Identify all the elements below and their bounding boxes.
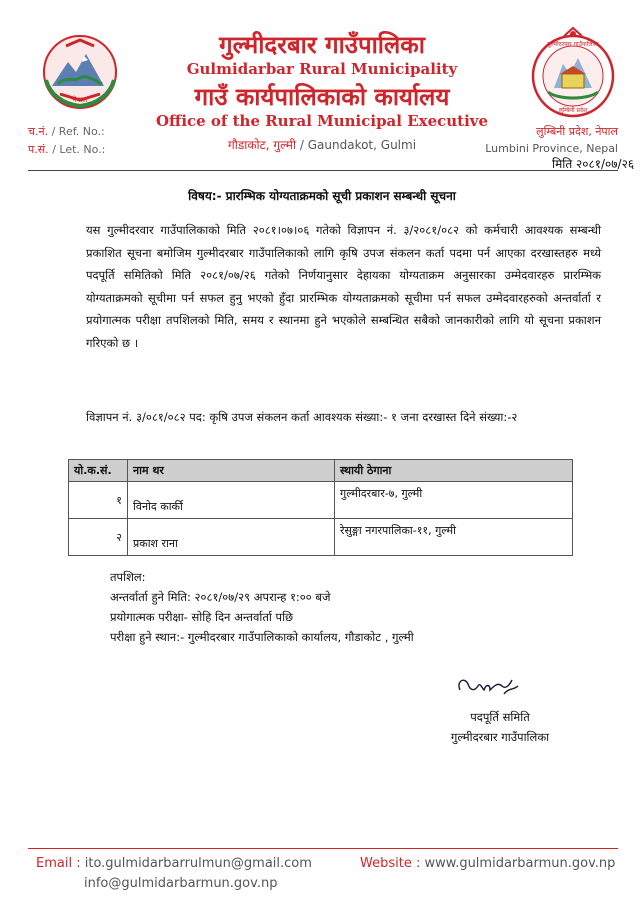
footer-website [360, 856, 615, 871]
cell-address: गुल्मीदरबार-७, गुल्मी [335, 482, 573, 519]
col-header-name: नाम थर [128, 460, 335, 482]
address-separator: / [299, 138, 304, 152]
cell-rank: १ [69, 482, 128, 519]
letter-label-en: / Let. No.: [52, 143, 106, 156]
practical-exam: प्रयोगात्मक परीक्षा- सोहि दिन अन्तर्वार्ता पछि [110, 610, 294, 624]
email-label: Email : [36, 856, 81, 871]
ref-label-en: / Ref. No.: [51, 125, 105, 138]
cell-name: प्रकाश राना [128, 519, 335, 556]
table-row [69, 482, 573, 519]
signatory-block [410, 707, 590, 747]
candidate-table [68, 459, 573, 556]
vacancy-details: विज्ञापन नं. ३/०८१/०८२ पद: कृषि उपज संकलन कर्ता आवश्यक संख्या:- १ जना दरखास्त दिने संख्या:-२ [86, 410, 518, 424]
cell-name: विनोद कार्की [128, 482, 335, 519]
municipality-title-np: गुल्मीदरबार गाउँपालिका [219, 31, 425, 59]
office-title-np: गाउँ कार्यपालिकाको कार्यालय [194, 83, 450, 111]
header-divider [28, 170, 618, 171]
letter-label-np: प.सं. [28, 143, 49, 156]
ref-label-np: च.नं. [28, 125, 49, 138]
municipality-title-en: Gulmidarbar Rural Municipality [186, 60, 458, 78]
details-heading: तपशिल: [110, 570, 146, 584]
footer-divider [28, 848, 618, 849]
table-row [69, 519, 573, 556]
notice-subject: विषय:- प्रारम्भिक योग्यताक्रमको सूची प्रकाशन सम्बन्धी सूचना [188, 189, 456, 203]
signatory-committee: पदपूर्ति समिति [470, 710, 530, 724]
interview-date: अन्तर्वार्ता हुने मिति: २०८१/०७/२९ अपरान्ह १:०० बजे [110, 590, 331, 604]
exam-venue: परीक्षा हुने स्थान:- गुल्मीदरबार गाउँपालिकाको कार्यालय, गौडाकोट , गुल्मी [110, 630, 414, 644]
footer-email-2 [84, 876, 277, 891]
address-en: Gaundakot, Gulmi [307, 138, 417, 152]
email-link-2[interactable]: info@gulmidarbarmun.gov.np [84, 876, 278, 891]
table-header-row [69, 460, 573, 482]
seal-right-text: गुल्मीदरबार गाउँपालिका [547, 41, 599, 48]
website-link[interactable]: www.gulmidarbarmun.gov.np [424, 856, 616, 871]
seal-right-bottom-text: लुम्बिनी प्रदेश [558, 107, 588, 114]
notice-body: यस गुल्मीदरवार गाउँपालिकाको मिति २०८१।०७।०६ गतेको विज्ञापन नं. ३/२०८१/०८२ को कर्मचारी आवश्यक सम्बन्धी प्रकाशित सूचना बमोजिम गुल्मीदरबार गाउँपालिकाको लागि कृषि उपज संकलन कर्ता पदमा पर्न आएका दरखास्तहरु मध्ये पदपूर्ति समितिको मिति २०८१/०७/२६ गतेको निर्णयानुसार देहायका योग्यताक्रम अनुसारका उम्मेदवारहरु प्रारम्भिक योग्यताक्रमको सूचीमा पर्न सफल हुनु भएको हुँदा प्रारम्भिक योग्यताक्रमको सूचीमा पर्न सफल उम्मेदवारहरुको अन्तर्वार्ता र प्रयोगात्मक परीक्षा तपशिलको मिति, समय र स्थानमा हुने भएकोले सम्बन्धित सबैको जानकारीको लागि यो सूचना प्रकाशन गरिएको छ । [86, 223, 601, 350]
municipality-seal-logo [528, 26, 618, 122]
cell-rank: २ [69, 519, 128, 556]
office-title-en: Office of the Rural Municipal Executive [155, 112, 489, 130]
address-np: गौडाकोट, गुल्मी [227, 138, 297, 152]
footer-email [36, 856, 312, 871]
province-en: Lumbini Province, Nepal [485, 142, 618, 155]
letter-date: मिति २०८१/०७/२६ [552, 157, 635, 171]
signatory-municipality: गुल्मीदरबार गाउँपालिका [450, 730, 550, 744]
col-header-address: स्थायी ठेगाना [335, 460, 573, 482]
email-link-1[interactable]: ito.gulmidarbarrulmun@gmail.com [84, 856, 312, 871]
schedule-details [110, 567, 414, 647]
cell-address: रेसुङ्गा नगरपालिका-११, गुल्मी [335, 519, 573, 556]
seal-left-text: नेपाल [72, 96, 88, 104]
letter-number-label [28, 142, 105, 157]
office-address [150, 136, 494, 153]
province-np: लुम्बिनी प्रदेश, नेपाल [536, 125, 618, 138]
website-label: Website : [360, 856, 421, 871]
nepal-emblem-logo [40, 32, 120, 112]
ref-number-label [28, 124, 105, 139]
signature-mark [454, 672, 524, 700]
col-header-rank: यो.क.सं. [69, 460, 128, 482]
